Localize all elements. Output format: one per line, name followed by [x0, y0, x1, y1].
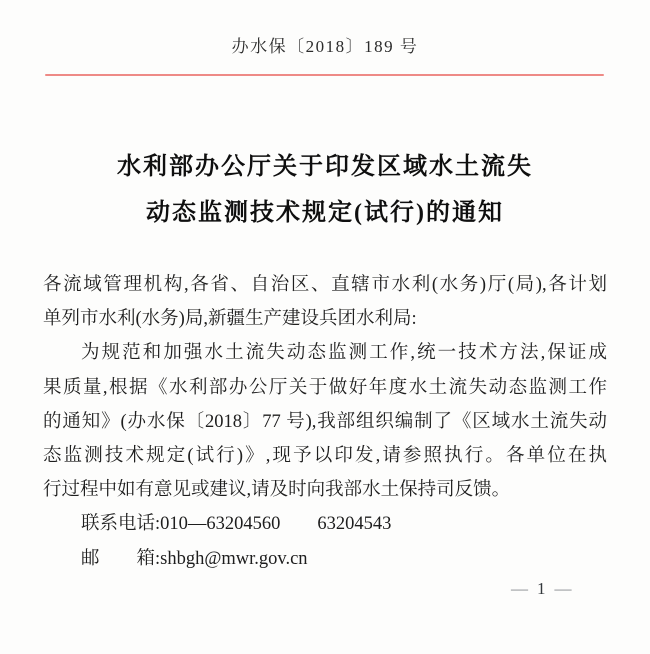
- doc-number: 办水保〔2018〕189 号: [231, 37, 419, 56]
- body-line-paragraph: 果质量,根据《水利部办公厅关于做好年度水土流失动态监测工作: [43, 377, 607, 398]
- body-line-paragraph: 态监测技术规定(试行)》,现予以印发,请参照执行。各单位在执: [43, 445, 607, 466]
- body-line-paragraph: 为规范和加强水土流失动态监测工作,统一技术方法,保证成: [81, 343, 607, 364]
- document-title: [0, 144, 650, 236]
- page-number-dash-right: —: [554, 579, 572, 598]
- page-number-dash-left: —: [511, 579, 528, 598]
- title-line-2: 动态监测技术规定(试行)的通知: [146, 200, 504, 226]
- document-body: [43, 268, 607, 576]
- page-number-value: 1: [537, 579, 546, 598]
- body-line-paragraph-end: 行过程中如有意见或建议,请及时向我部水土保持司反馈。: [43, 480, 511, 501]
- contact-email-line: 邮 箱:shbgh@mwr.gov.cn: [81, 548, 308, 569]
- contact-phone-line: 联系电话:010—63204560 63204543: [81, 514, 392, 535]
- body-line-addressees-end: 单列市水利(水务)局,新疆生产建设兵团水利局:: [43, 309, 417, 330]
- body-line-addressees: 各流域管理机构,各省、自治区、直辖市水利(水务)厅(局),各计划: [43, 275, 607, 295]
- header-divider-line: [45, 74, 604, 76]
- page-number: [511, 579, 572, 599]
- title-line-1: 水利部办公厅关于印发区域水土流失: [117, 154, 533, 180]
- body-line-paragraph: 的通知》(办水保〔2018〕77 号),我部组织编制了《区域水土流失动: [43, 411, 607, 432]
